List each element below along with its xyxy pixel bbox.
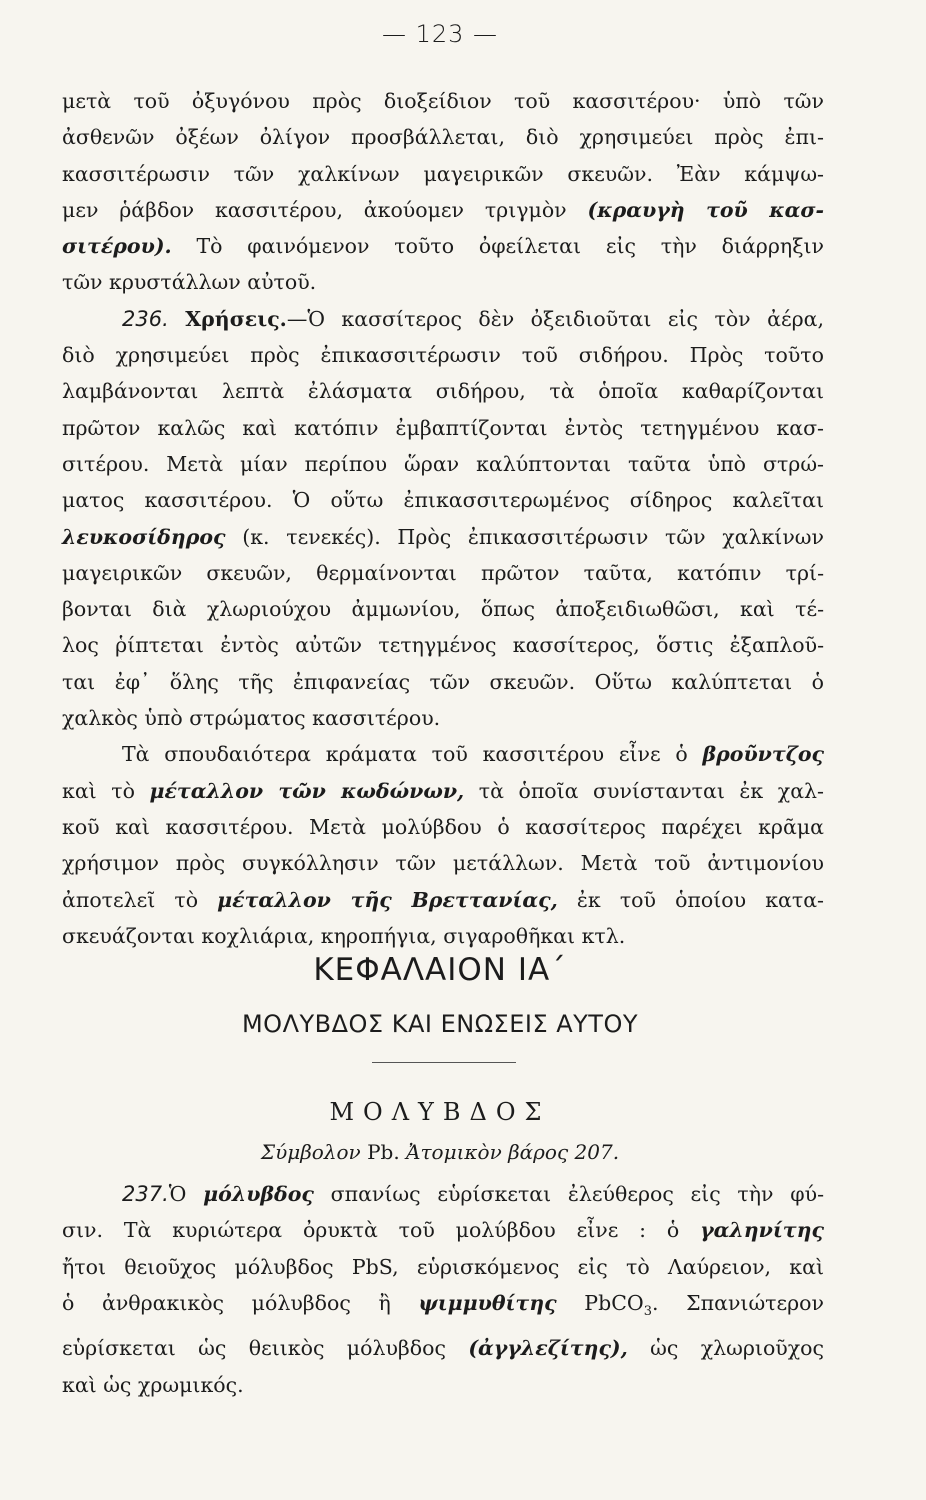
atomic-weight: 207. — [574, 1140, 620, 1164]
emphasis-term: βροῦντζος — [702, 742, 824, 767]
text-line: ἤτοι θειοῦχος μόλυβδος PbS, εὑρισκόμενος εἰς τὸ Λαύρειον, καὶ — [62, 1254, 824, 1279]
text-line: χαλκὸς ὑπὸ στρώματος κασσιτέρου. — [62, 706, 441, 731]
symbol-label: Σύμβολον — [260, 1140, 361, 1164]
text-fragment: ἐκ τοῦ ὁποίου κατα- — [576, 887, 824, 912]
text-line: ἀσθενῶν ὀξέων ὀλίγον προσβάλλεται, διὸ χρησιμεύει πρὸς ἐπι- — [62, 125, 824, 150]
paragraph-tin-alloys — [62, 736, 824, 954]
element-symbol: Pb. — [367, 1140, 400, 1164]
formula-subscript: 3 — [643, 1303, 652, 1319]
text-line: ται ἐφ᾽ ὅλης τῆς ἐπιφανείας τῶν σκευῶν. Οὕτω καλύπτεται ὁ — [62, 669, 824, 694]
section-title: ΜΟΛΥΒΔΟΣ — [329, 1098, 551, 1126]
emphasis-term: μέταλλον τῆς Βρεττανίας, — [217, 887, 558, 912]
text-line — [62, 228, 824, 264]
emphasis-term: (ἀγγλεζίτης), — [468, 1336, 628, 1361]
emphasis-term: μόλυβδος — [203, 1182, 314, 1206]
text-line: κασσιτέρωσιν τῶν χαλκίνων μαγειρικῶν σκευῶν. Ἐὰν κάμψω- — [62, 161, 824, 186]
section-number: 236. — [122, 306, 169, 331]
emphasis-term: μέταλλον τῶν κωδώνων, — [149, 778, 465, 803]
text-fragment: Τὰ σπουδαιότερα κράματα τοῦ κασσιτέρου εἶνε ὁ — [122, 742, 688, 767]
emphasis-term: σιτέρου). — [62, 234, 172, 259]
paragraph-tin-properties — [62, 83, 824, 301]
emphasis-term: λευκοσίδηρος — [62, 524, 226, 549]
text-line — [62, 773, 824, 809]
formula-text: PbCO — [584, 1290, 644, 1315]
text-fragment: Τὸ φαινόμενον τοῦτο ὀφείλεται εἰς τὴν διάρρηξιν — [196, 234, 824, 259]
text-fragment: τὰ ὁποῖα συνίστανται ἐκ χαλ- — [478, 778, 824, 803]
text-line: κοῦ καὶ κασσιτέρου. Μετὰ μολύβδου ὁ κασσίτερος παρέχει κρᾶμα — [62, 814, 824, 839]
text-fragment: Ὁ — [168, 1182, 187, 1206]
text-line — [62, 882, 824, 918]
text-line: πρῶτον καλῶς καὶ κατόπιν ἐμβαπτίζονται ἐντὸς τετηγμένου κασ- — [62, 415, 824, 440]
text-fragment: εὑρίσκεται ὡς θειικὸς μόλυβδος — [62, 1336, 446, 1361]
text-line: διὸ χρησιμεύει πρὸς ἐπικασσιτέρωσιν τοῦ σιδήρου. Πρὸς τοῦτο — [62, 343, 824, 368]
text-line — [62, 1330, 824, 1366]
chapter-title: ΚΕΦΑΛΑΙΟΝ ΙΑ΄ — [313, 952, 567, 988]
text-fragment: . Σπανιώτερον — [651, 1290, 824, 1315]
text-fragment: (κ. τενεκές). Πρὸς ἐπικασσιτέρωσιν τῶν χαλκίνων — [242, 524, 824, 549]
text-line: μαγειρικῶν σκευῶν, θερμαίνονται πρῶτον ταῦτα, κατόπιν τρί- — [62, 560, 824, 585]
element-info — [0, 1140, 880, 1164]
text-line — [62, 301, 824, 337]
text-fragment: ἀποτελεῖ τὸ — [62, 887, 199, 912]
text-line: χρήσιμον πρὸς συγκόλλησιν τῶν μετάλλων. Μετὰ τοῦ ἀντιμονίου — [62, 851, 824, 876]
text-line: μετὰ τοῦ ὀξυγόνου πρὸς διοξείδιον τοῦ κασσιτέρου· ὑπὸ τῶν — [62, 89, 824, 113]
page-number: — 123 — — [381, 20, 499, 48]
section-heading: Χρήσεις. — [185, 306, 287, 331]
text-fragment: καὶ τὸ — [62, 778, 135, 803]
emphasis-term: (κραυγὴ τοῦ κασ- — [587, 197, 824, 222]
text-line: λος ῥίπτεται ἐντὸς αὐτῶν τετηγμένος κασσίτερος, ὅστις ἐξαπλοῦ- — [62, 633, 824, 658]
text-line: σιτέρου. Μετὰ μίαν περίπου ὥραν καλύπτονται ταῦτα ὑπὸ στρώ- — [62, 451, 824, 476]
text-line: σκευάζονται κοχλιάρια, κηροπήγια, σιγαροθῆκαι κτλ. — [62, 923, 626, 948]
text-line — [62, 1176, 824, 1212]
chemical-formula — [584, 1290, 652, 1319]
text-block-upper — [62, 83, 824, 954]
weight-label: Ἀτομικὸν βάρος — [406, 1140, 569, 1164]
text-line — [62, 1212, 824, 1248]
paragraph-tin-uses — [62, 301, 824, 737]
text-fragment: ὡς χλωριοῦχος — [650, 1336, 824, 1361]
text-line: τῶν κρυστάλλων αὐτοῦ. — [62, 270, 317, 295]
text-line: καὶ ὡς χρωμικός. — [62, 1372, 244, 1397]
text-line: ματος κασσιτέρου. Ὁ οὕτω ἐπικασσιτερωμένος σίδηρος καλεῖται — [62, 488, 824, 513]
text-block-lower — [62, 1176, 824, 1403]
text-line: λαμβάνονται λεπτὰ ἐλάσματα σιδήρου, τὰ ὁποῖα καθαρίζονται — [62, 379, 824, 404]
section-number: 237. — [122, 1182, 169, 1206]
divider — [372, 1062, 516, 1063]
text-line — [62, 736, 824, 772]
emphasis-term: γαληνίτης — [700, 1218, 824, 1243]
text-fragment: σιν. Τὰ κυριώτερα ὀρυκτὰ τοῦ μολύβδου εἶνε : ὁ — [62, 1218, 680, 1243]
text-fragment: σπανίως εὑρίσκεται ἐλεύθερος εἰς τὴν φύ- — [330, 1182, 824, 1206]
text-line — [62, 192, 824, 228]
text-line: βονται διὰ χλωριούχου ἀμμωνίου, ὅπως ἀποξειδιωθῶσι, καὶ τέ- — [62, 597, 824, 622]
paragraph-lead-occurrence — [62, 1176, 824, 1403]
text-line — [62, 1285, 824, 1330]
text-fragment: ὁ ἀνθρακικὸς μόλυβδος ἢ — [62, 1290, 391, 1315]
text-fragment: —Ὁ κασσίτερος δὲν ὀξειδιοῦται εἰς τὸν ἀέρα, — [286, 306, 824, 331]
chapter-subtitle: ΜΟΛΥΒΔΟΣ ΚΑΙ ΕΝΩΣΕΙΣ ΑΥΤΟΥ — [241, 1010, 639, 1038]
emphasis-term: ψιμμυθίτης — [418, 1290, 557, 1315]
text-line — [62, 519, 824, 555]
text-fragment: μεν ῥάβδον κασσιτέρου, ἀκούομεν τριγμὸν — [62, 197, 567, 222]
